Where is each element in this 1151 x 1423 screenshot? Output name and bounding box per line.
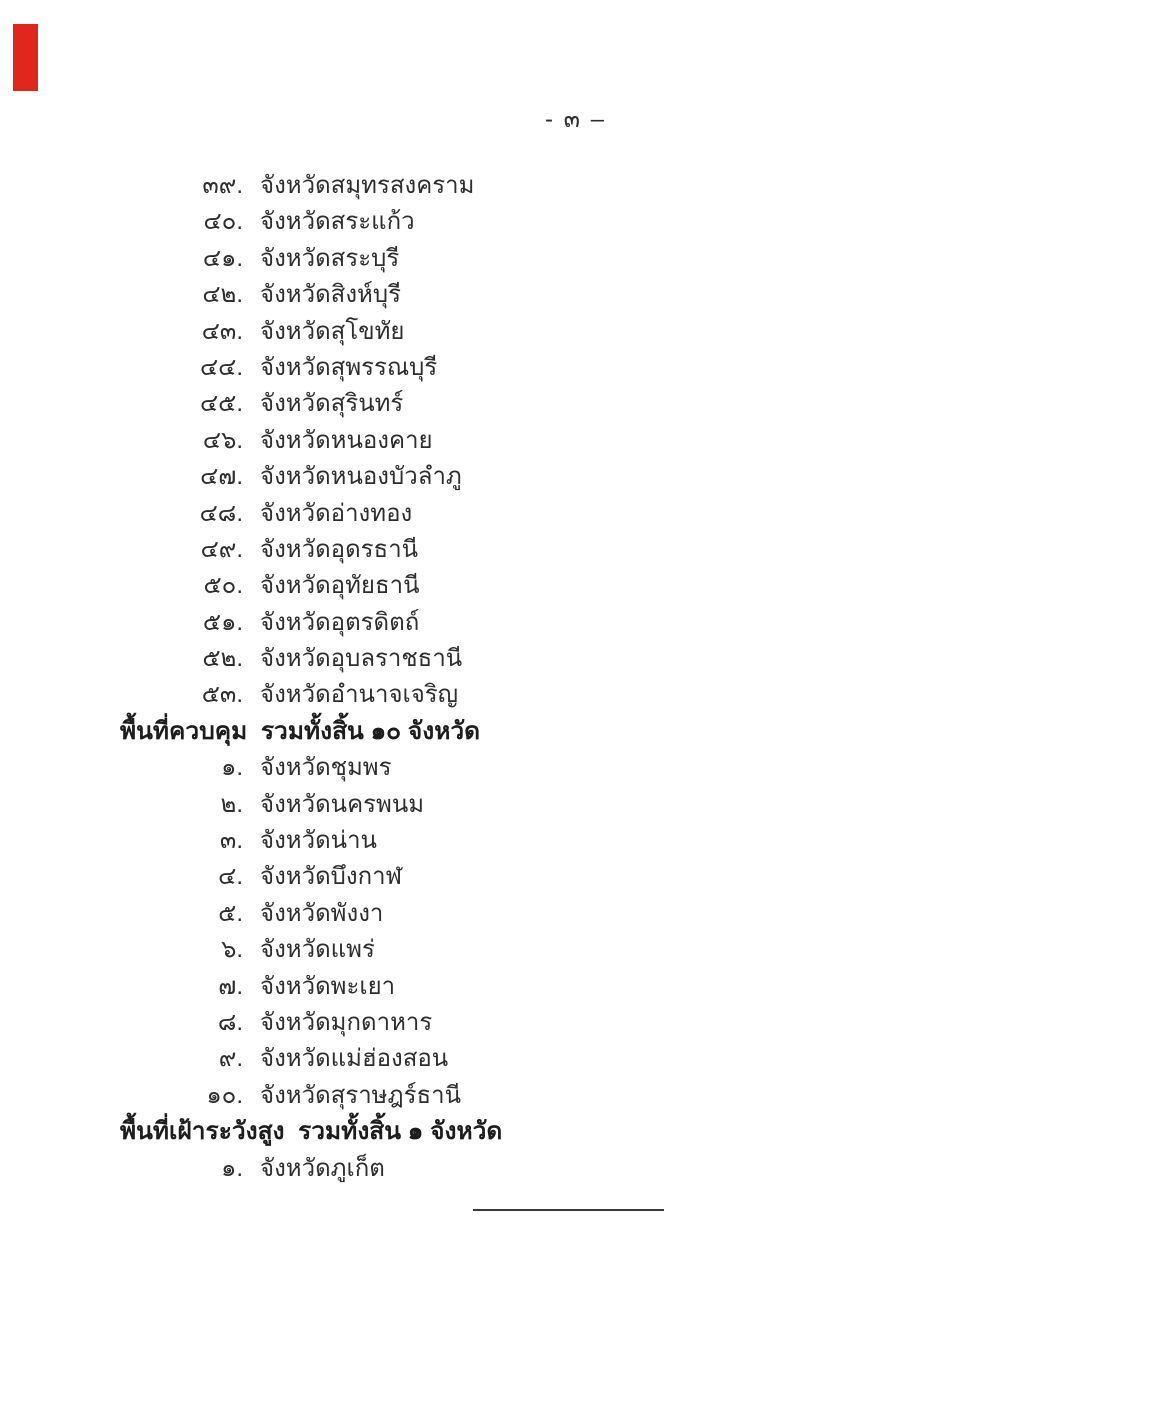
province-name: จังหวัดสุโขทัย bbox=[260, 317, 405, 345]
province-list-item bbox=[0, 896, 1151, 932]
province-name: จังหวัดสุราษฎร์ธานี bbox=[260, 1081, 462, 1109]
province-name: จังหวัดมุกดาหาร bbox=[260, 1008, 433, 1036]
province-list-item bbox=[0, 204, 1151, 240]
province-name: จังหวัดหนองคาย bbox=[260, 426, 433, 454]
item-number: ๑. bbox=[221, 1154, 243, 1182]
red-corner-mark bbox=[13, 24, 38, 91]
province-list-item bbox=[0, 823, 1151, 859]
item-number: ๔๗. bbox=[200, 463, 243, 491]
item-number: ๔๒. bbox=[202, 281, 243, 309]
province-list-item bbox=[0, 677, 1151, 713]
page-number: - ๓ – bbox=[544, 106, 607, 133]
province-list-item bbox=[0, 605, 1151, 641]
province-name: จังหวัดน่าน bbox=[260, 827, 377, 855]
province-list-item bbox=[0, 859, 1151, 895]
province-name: จังหวัดสุพรรณบุรี bbox=[260, 353, 438, 381]
province-list-item bbox=[0, 1041, 1151, 1077]
province-name: จังหวัดอำนาจเจริญ bbox=[260, 681, 459, 709]
province-list-item bbox=[0, 314, 1151, 350]
province-list-item bbox=[0, 1151, 1151, 1187]
province-name: จังหวัดสระบุรี bbox=[260, 244, 400, 272]
item-number: ๒. bbox=[220, 790, 243, 818]
province-list-item bbox=[0, 532, 1151, 568]
province-name: จังหวัดสมุทรสงคราม bbox=[260, 172, 475, 199]
item-number: ๙. bbox=[218, 1045, 243, 1073]
province-list-item bbox=[0, 1078, 1151, 1114]
item-number: ๓๙. bbox=[202, 172, 243, 199]
province-list-item bbox=[0, 459, 1151, 495]
province-name: จังหวัดพะเยา bbox=[260, 972, 396, 1000]
province-list-item bbox=[0, 969, 1151, 1005]
item-number: ๔. bbox=[218, 863, 243, 891]
province-name: จังหวัดพังงา bbox=[260, 899, 384, 927]
province-list-item bbox=[0, 641, 1151, 677]
province-list-item bbox=[0, 932, 1151, 968]
province-name: จังหวัดสระแก้ว bbox=[260, 208, 415, 236]
province-list-item bbox=[0, 568, 1151, 604]
province-list-item bbox=[0, 496, 1151, 532]
item-number: ๔๓. bbox=[201, 317, 243, 345]
item-number: ๔๔. bbox=[200, 353, 243, 381]
province-list-item bbox=[0, 423, 1151, 459]
province-name: จังหวัดแม่ฮ่องสอน bbox=[260, 1045, 449, 1073]
province-name: จังหวัดนครพนม bbox=[260, 790, 425, 818]
province-list-item bbox=[0, 168, 1151, 204]
province-name: จังหวัดบึงกาฬ bbox=[260, 863, 403, 891]
province-list-item bbox=[0, 277, 1151, 313]
province-list-maximum-control bbox=[0, 168, 1151, 714]
province-list-item bbox=[0, 241, 1151, 277]
province-name: จังหวัดสิงห์บุรี bbox=[260, 281, 401, 309]
item-number: ๕๑. bbox=[202, 608, 243, 636]
province-list-item bbox=[0, 350, 1151, 386]
province-name: จังหวัดภูเก็ต bbox=[260, 1154, 385, 1182]
document-body bbox=[0, 168, 1151, 1187]
item-number: ๓. bbox=[219, 827, 243, 855]
province-list-item bbox=[0, 787, 1151, 823]
item-number: ๕๓. bbox=[201, 681, 243, 709]
province-name: จังหวัดสุรินทร์ bbox=[260, 390, 404, 418]
province-name: จังหวัดอ่างทอง bbox=[260, 499, 413, 527]
item-number: ๔๙. bbox=[200, 535, 243, 563]
province-name: จังหวัดแพร่ bbox=[260, 936, 375, 964]
item-number: ๗. bbox=[218, 972, 243, 1000]
item-number: ๔๖. bbox=[202, 426, 243, 454]
item-number: ๑. bbox=[221, 754, 243, 782]
item-number: ๔๑. bbox=[202, 244, 243, 272]
item-number: ๖. bbox=[221, 936, 243, 964]
item-number: ๑๐. bbox=[206, 1081, 243, 1109]
item-number: ๔๕. bbox=[200, 390, 243, 418]
province-list-item bbox=[0, 1005, 1151, 1041]
heading-control-areas: พื้นที่ควบคุม รวมทั้งสิ้น ๑๐ จังหวัด bbox=[120, 717, 481, 745]
province-list-item bbox=[0, 750, 1151, 786]
province-list-control bbox=[0, 750, 1151, 1114]
item-number: ๕. bbox=[218, 899, 243, 927]
heading-high-surveillance-areas: พื้นที่เฝ้าระวังสูง รวมทั้งสิ้น ๑ จังหวัด bbox=[120, 1118, 503, 1146]
item-number: ๕๐. bbox=[203, 572, 243, 600]
province-name: จังหวัดอุทัยธานี bbox=[260, 572, 420, 600]
item-number: ๔๘. bbox=[199, 499, 243, 527]
province-list-high-surveillance bbox=[0, 1151, 1151, 1187]
province-name: จังหวัดอุดรธานี bbox=[260, 535, 419, 563]
province-name: จังหวัดหนองบัวลำภู bbox=[260, 463, 462, 491]
province-name: จังหวัดอุตรดิตถ์ bbox=[260, 608, 420, 636]
bottom-divider-line bbox=[473, 1209, 664, 1211]
province-name: จังหวัดอุบลราชธานี bbox=[260, 645, 463, 673]
province-list-item bbox=[0, 386, 1151, 422]
province-name: จังหวัดชุมพร bbox=[260, 754, 392, 782]
item-number: ๔๐. bbox=[203, 208, 243, 236]
item-number: ๘. bbox=[217, 1008, 243, 1036]
item-number: ๕๒. bbox=[202, 645, 243, 673]
